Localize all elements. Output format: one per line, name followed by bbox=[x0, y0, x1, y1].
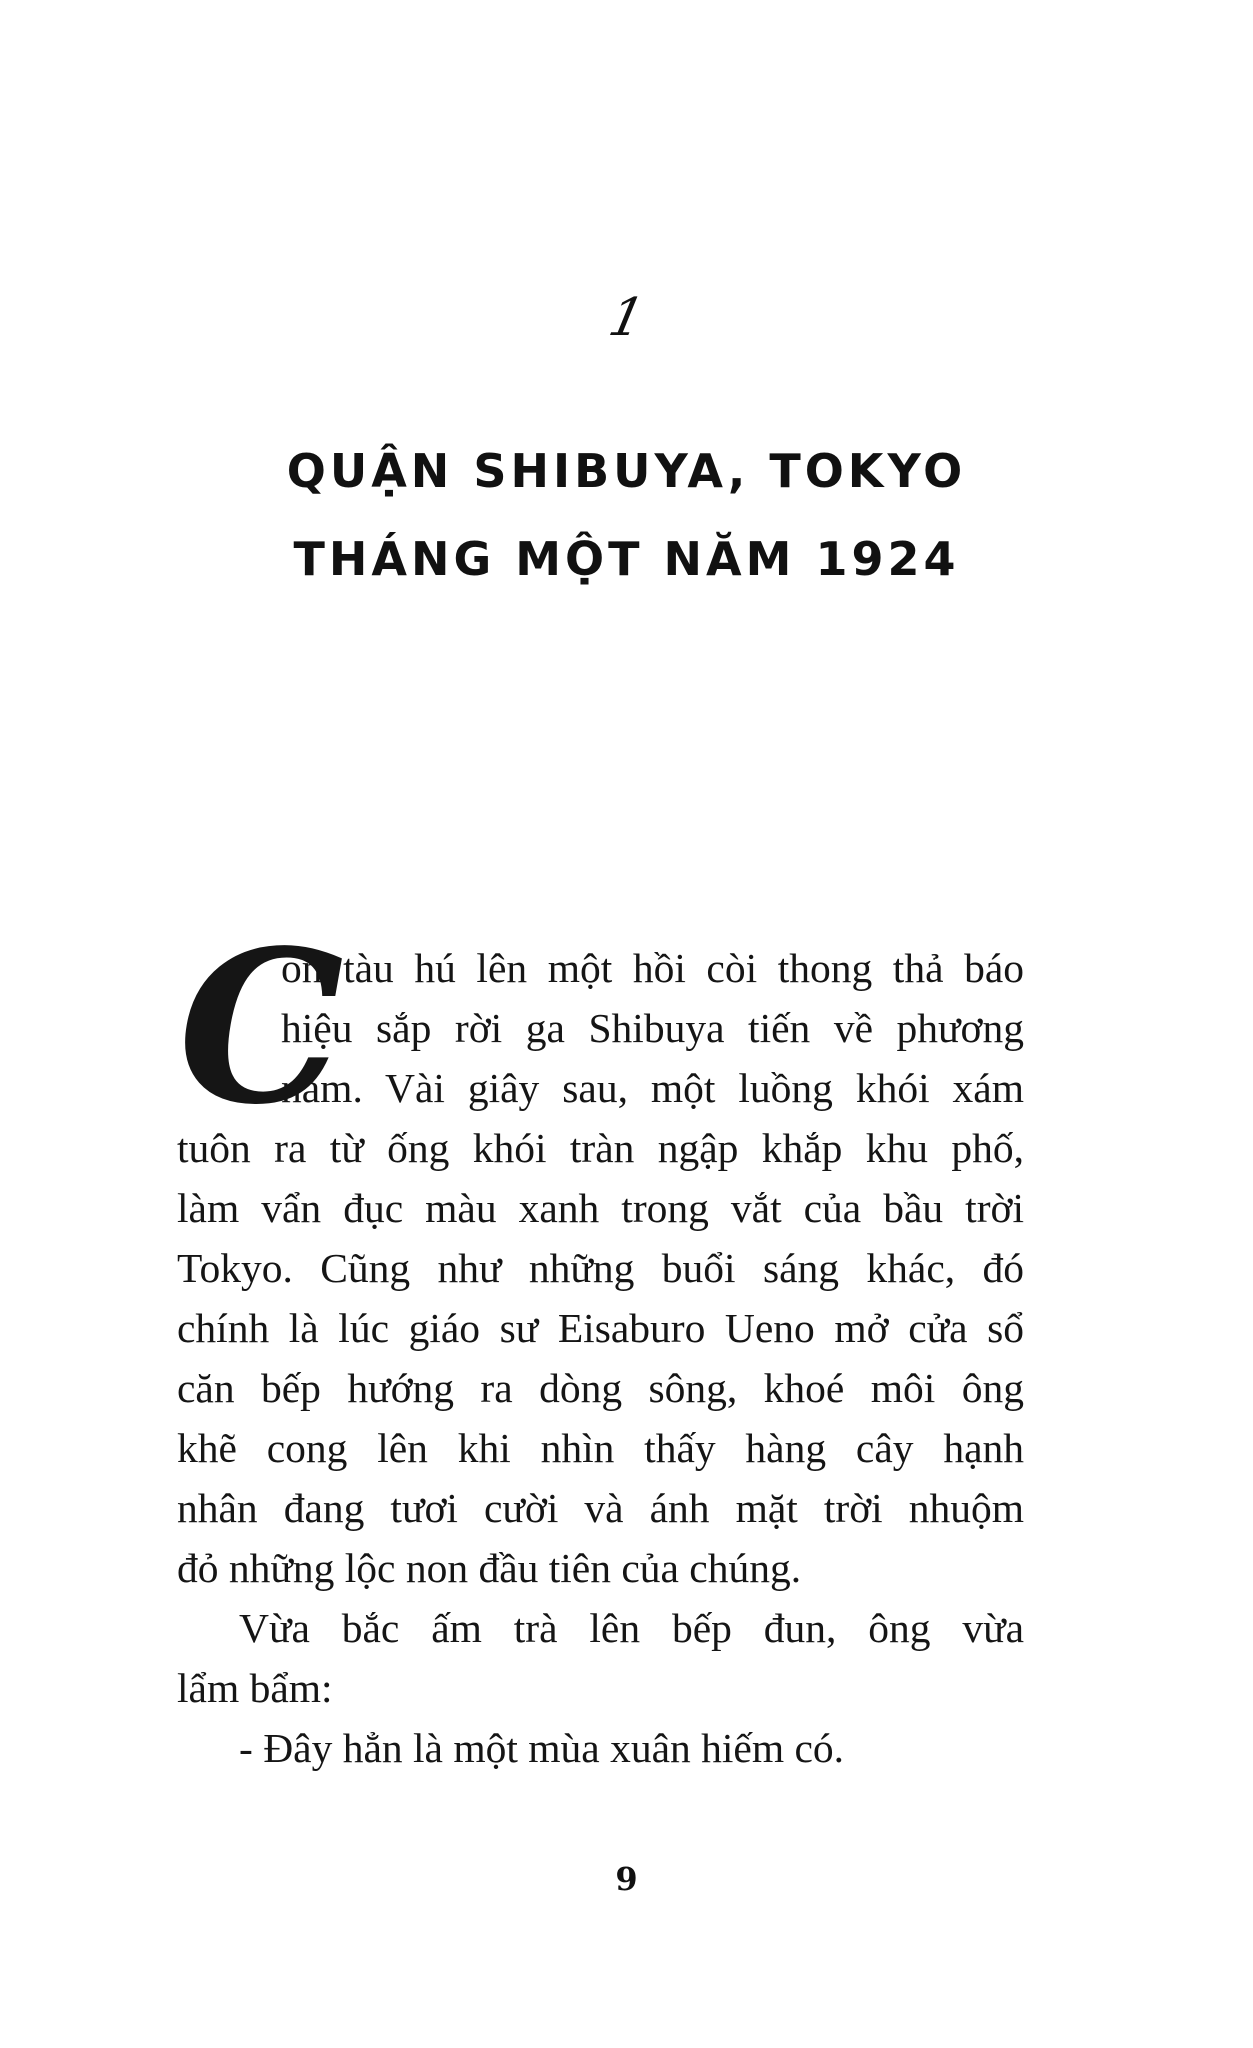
paragraph-2 bbox=[177, 1598, 1024, 1718]
chapter-heading-location: QUẬN SHIBUYA, TOKYO bbox=[286, 444, 967, 498]
paragraph-1 bbox=[155, 904, 1024, 1598]
text-line: khẽ cong lên khi nhìn thấy hàng cây hạnh bbox=[177, 1425, 1024, 1471]
page-number: 9 bbox=[615, 1860, 638, 1898]
text-line: chính là lúc giáo sư Eisaburo Ueno mở cửa sổ bbox=[177, 1305, 1024, 1351]
text-line: căn bếp hướng ra dòng sông, khoé môi ông bbox=[177, 1365, 1024, 1411]
text-line: đỏ những lộc non đầu tiên của chúng. bbox=[177, 1545, 802, 1591]
dialogue-line: - Đây hẳn là một mùa xuân hiếm có. bbox=[239, 1725, 845, 1771]
body-text bbox=[155, 904, 1024, 1778]
text-line: Tokyo. Cũng như những buổi sáng khác, đó bbox=[177, 1245, 1024, 1291]
dialogue-paragraph bbox=[177, 1718, 1024, 1778]
text-line: tuôn ra từ ống khói tràn ngập khắp khu phố, bbox=[177, 1125, 1024, 1171]
text-line: on tàu hú lên một hồi còi thong thả báo bbox=[281, 945, 1024, 991]
chapter-heading-date: THÁNG MỘT NĂM 1924 bbox=[293, 532, 960, 586]
text-line: nam. Vài giây sau, một luồng khói xám bbox=[281, 1065, 1024, 1111]
text-line: hiệu sắp rời ga Shibuya tiến về phương bbox=[281, 1005, 1024, 1051]
text-line: Vừa bắc ấm trà lên bếp đun, ông vừa bbox=[239, 1605, 1024, 1651]
chapter-number: 1 bbox=[603, 288, 650, 348]
dropcap-letter: C bbox=[155, 904, 367, 1151]
text-line: làm vẩn đục màu xanh trong vắt của bầu trời bbox=[177, 1185, 1024, 1231]
text-line: lẩm bẩm: bbox=[177, 1665, 333, 1711]
text-line: nhân đang tươi cười và ánh mặt trời nhuộm bbox=[177, 1485, 1024, 1531]
